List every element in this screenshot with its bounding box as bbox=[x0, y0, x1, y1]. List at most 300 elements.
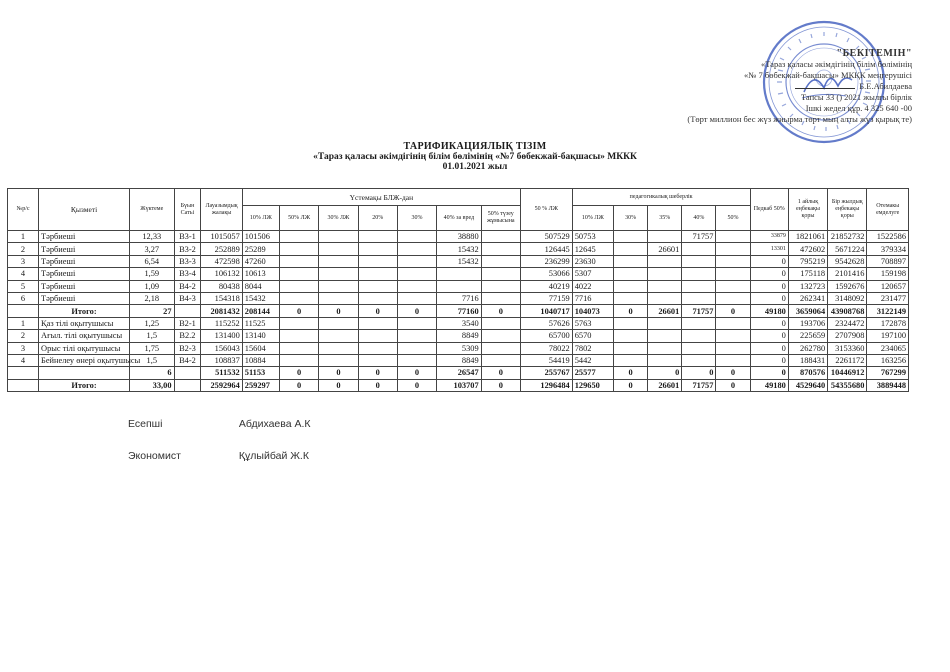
cell-month: 870576 bbox=[788, 367, 827, 379]
cell-base: 1015057 bbox=[201, 231, 242, 243]
cell-grade: В4-2 bbox=[174, 354, 201, 366]
cell-base: 80438 bbox=[201, 280, 242, 292]
cell-grade: В2.2 bbox=[174, 330, 201, 342]
cell-a10: 25289 bbox=[242, 243, 279, 255]
cell-p10: 7716 bbox=[572, 292, 613, 304]
header-allowance-group: Үстемақы БЛЖ-дан bbox=[242, 189, 520, 206]
header-yearly-fund: Бір жылдық еңбекақы қоры bbox=[828, 189, 867, 231]
cell-a30b bbox=[397, 243, 436, 255]
cell-a40: 38880 bbox=[437, 231, 481, 243]
cell-base: 252889 bbox=[201, 243, 242, 255]
header-position: Қызметі bbox=[39, 189, 130, 231]
cell-a30b: 0 bbox=[397, 305, 436, 317]
cell-a50t: 0 bbox=[481, 367, 520, 379]
cell-a30: 0 bbox=[319, 379, 358, 391]
cell-base: 131400 bbox=[201, 330, 242, 342]
cell-a30 bbox=[319, 330, 358, 342]
cell-a30: 0 bbox=[319, 367, 358, 379]
cell-p40: 71757 bbox=[682, 379, 716, 391]
cell-n: 2 bbox=[8, 330, 39, 342]
cell-load: 1,09 bbox=[130, 280, 174, 292]
cell-pedcab: 49180 bbox=[750, 379, 788, 391]
cell-a20 bbox=[358, 231, 397, 243]
cell-n bbox=[8, 367, 39, 379]
cell-year: 3153360 bbox=[828, 342, 867, 354]
tariff-table bbox=[7, 188, 909, 392]
cell-p35 bbox=[648, 354, 682, 366]
header-pedagogic: 10% ЛЖ bbox=[572, 206, 613, 231]
header-pedagogic: 35% bbox=[648, 206, 682, 231]
cell-a10: 208144 bbox=[242, 305, 279, 317]
cell-n: 1 bbox=[8, 317, 39, 329]
cell-vac: 3122149 bbox=[867, 305, 909, 317]
cell-name: Тәрбиеші bbox=[39, 280, 130, 292]
cell-base: 106132 bbox=[201, 268, 242, 280]
cell-grade bbox=[174, 305, 201, 317]
cell-p10: 5442 bbox=[572, 354, 613, 366]
cell-grade: В3-4 bbox=[174, 268, 201, 280]
cell-base: 511532 bbox=[201, 367, 242, 379]
cell-a30b bbox=[397, 354, 436, 366]
cell-lj50: 77159 bbox=[520, 292, 572, 304]
cell-p35 bbox=[648, 231, 682, 243]
cell-month: 3659064 bbox=[788, 305, 827, 317]
table-row bbox=[8, 280, 909, 292]
cell-lj50: 507529 bbox=[520, 231, 572, 243]
cell-a50 bbox=[279, 268, 318, 280]
cell-n bbox=[8, 305, 39, 317]
cell-a40 bbox=[437, 268, 481, 280]
cell-a50t bbox=[481, 317, 520, 329]
cell-p35 bbox=[648, 292, 682, 304]
header-allowance: 30% ЛЖ bbox=[319, 206, 358, 231]
cell-p30 bbox=[614, 330, 648, 342]
cell-p30 bbox=[614, 243, 648, 255]
cell-lj50: 54419 bbox=[520, 354, 572, 366]
cell-a50 bbox=[279, 255, 318, 267]
cell-p10: 7802 bbox=[572, 342, 613, 354]
cell-lj50: 255767 bbox=[520, 367, 572, 379]
cell-a20: 0 bbox=[358, 305, 397, 317]
approval-line: «№ 7 бөбекжай-бақшасы» МКҚК меңгерушісі bbox=[744, 70, 912, 80]
header-allowance: 40% за вред bbox=[437, 206, 481, 231]
cell-p10: 104073 bbox=[572, 305, 613, 317]
header-base-salary: Лауазымдық жалақы bbox=[201, 189, 242, 231]
cell-a30: 0 bbox=[319, 305, 358, 317]
cell-base: 115252 bbox=[201, 317, 242, 329]
cell-a30 bbox=[319, 292, 358, 304]
cell-a30 bbox=[319, 354, 358, 366]
cell-name: Итого: bbox=[39, 305, 130, 317]
cell-a20: 0 bbox=[358, 367, 397, 379]
cell-grade: В4-3 bbox=[174, 292, 201, 304]
cell-month: 175118 bbox=[788, 268, 827, 280]
cell-a50 bbox=[279, 280, 318, 292]
cell-a10: 10884 bbox=[242, 354, 279, 366]
cell-year: 9542628 bbox=[828, 255, 867, 267]
cell-name: Қаз тілі оқытушысы bbox=[39, 317, 130, 329]
cell-load: 3,27 bbox=[130, 243, 174, 255]
cell-pedcab: 0 bbox=[750, 317, 788, 329]
cell-p50 bbox=[716, 231, 750, 243]
cell-name: Тәрбиеші bbox=[39, 255, 130, 267]
total-row bbox=[8, 367, 909, 379]
cell-lj50: 236299 bbox=[520, 255, 572, 267]
cell-load: 1,75 bbox=[130, 342, 174, 354]
cell-n: 4 bbox=[8, 268, 39, 280]
cell-a50t bbox=[481, 280, 520, 292]
cell-load: 1,59 bbox=[130, 268, 174, 280]
cell-p35 bbox=[648, 317, 682, 329]
cell-p30 bbox=[614, 280, 648, 292]
cell-a50t bbox=[481, 231, 520, 243]
cell-name: Итого: bbox=[39, 379, 130, 391]
header-pedagogic: 50% bbox=[716, 206, 750, 231]
cell-p40 bbox=[682, 280, 716, 292]
approver-name: Б.Е.Абилдаева bbox=[859, 81, 912, 91]
cell-name: Орыс тілі оқытушысы bbox=[39, 342, 130, 354]
cell-a30b bbox=[397, 292, 436, 304]
cell-year: 2324472 bbox=[828, 317, 867, 329]
cell-name: Тәрбиеші bbox=[39, 231, 130, 243]
cell-p40 bbox=[682, 255, 716, 267]
table-row bbox=[8, 243, 909, 255]
table-row bbox=[8, 292, 909, 304]
approval-block bbox=[642, 48, 912, 125]
cell-base: 472598 bbox=[201, 255, 242, 267]
cell-vac: 172878 bbox=[867, 317, 909, 329]
cell-a10: 15432 bbox=[242, 292, 279, 304]
cell-p40 bbox=[682, 354, 716, 366]
cell-a20 bbox=[358, 280, 397, 292]
cell-name: Бейнелеу өнері оқытушысы bbox=[39, 354, 130, 366]
cell-p50 bbox=[716, 243, 750, 255]
cell-a50t: 0 bbox=[481, 305, 520, 317]
cell-base: 156043 bbox=[201, 342, 242, 354]
cell-vac: 197100 bbox=[867, 330, 909, 342]
cell-a50t bbox=[481, 268, 520, 280]
cell-year: 2101416 bbox=[828, 268, 867, 280]
table-row bbox=[8, 330, 909, 342]
cell-a50 bbox=[279, 354, 318, 366]
cell-year: 3148092 bbox=[828, 292, 867, 304]
cell-pedcab: 0 bbox=[750, 354, 788, 366]
cell-p30: 0 bbox=[614, 367, 648, 379]
cell-vac: 163256 bbox=[867, 354, 909, 366]
document-date: 01.01.2021 жыл bbox=[442, 162, 508, 172]
cell-p10: 5307 bbox=[572, 268, 613, 280]
cell-vac: 379334 bbox=[867, 243, 909, 255]
header-vacation: Отемакы емделуге bbox=[867, 189, 909, 231]
cell-load: 1,5 bbox=[130, 330, 174, 342]
cell-a50t bbox=[481, 292, 520, 304]
cell-p30 bbox=[614, 255, 648, 267]
cell-name bbox=[39, 367, 130, 379]
cell-vac: 708897 bbox=[867, 255, 909, 267]
cell-grade: В2-3 bbox=[174, 342, 201, 354]
cell-a50 bbox=[279, 342, 318, 354]
cell-a40: 8849 bbox=[437, 330, 481, 342]
approval-line: «Тараз қаласы әкімдігінің білім бөлімінің bbox=[760, 59, 912, 69]
cell-base: 154318 bbox=[201, 292, 242, 304]
cell-year: 43908768 bbox=[828, 305, 867, 317]
cell-p35: 0 bbox=[648, 367, 682, 379]
cell-base: 2081432 bbox=[201, 305, 242, 317]
approval-line: Ішкі жедел құр. 4 325 640 -00 bbox=[805, 103, 912, 113]
cell-grade bbox=[174, 379, 201, 391]
header-allowance: 20% bbox=[358, 206, 397, 231]
cell-a40: 103707 bbox=[437, 379, 481, 391]
cell-p50 bbox=[716, 342, 750, 354]
cell-name: Тәрбиеші bbox=[39, 268, 130, 280]
cell-a30b bbox=[397, 268, 436, 280]
cell-lj50: 126445 bbox=[520, 243, 572, 255]
signature-row bbox=[128, 418, 311, 450]
cell-a20 bbox=[358, 354, 397, 366]
signature-line bbox=[795, 88, 855, 89]
cell-p30 bbox=[614, 231, 648, 243]
cell-p35 bbox=[648, 268, 682, 280]
cell-vac: 1522586 bbox=[867, 231, 909, 243]
cell-month: 193706 bbox=[788, 317, 827, 329]
cell-a50 bbox=[279, 292, 318, 304]
cell-a30b: 0 bbox=[397, 379, 436, 391]
cell-a50t bbox=[481, 330, 520, 342]
cell-pedcab: 0 bbox=[750, 330, 788, 342]
document-subtitle: «Тараз қаласы әкімдігінің білім бөлімінің «№7 бөбекжай-бақшасы» МККК bbox=[313, 152, 637, 162]
cell-a30b bbox=[397, 330, 436, 342]
cell-load: 27 bbox=[130, 305, 174, 317]
cell-p30 bbox=[614, 292, 648, 304]
cell-a30b: 0 bbox=[397, 367, 436, 379]
approval-line: Тапсы 33 () 2021 жылғы бірлік bbox=[800, 92, 912, 102]
cell-load: 12,33 bbox=[130, 231, 174, 243]
cell-a30 bbox=[319, 231, 358, 243]
signatures bbox=[128, 418, 311, 482]
cell-p30: 0 bbox=[614, 305, 648, 317]
cell-name: Ағыл. тілі оқытушысы bbox=[39, 330, 130, 342]
cell-pedcab: 13301 bbox=[750, 243, 788, 255]
cell-load: 33,00 bbox=[130, 379, 174, 391]
cell-year: 2261172 bbox=[828, 354, 867, 366]
cell-p35 bbox=[648, 330, 682, 342]
cell-month: 4529640 bbox=[788, 379, 827, 391]
cell-year: 1592676 bbox=[828, 280, 867, 292]
cell-a10: 11525 bbox=[242, 317, 279, 329]
cell-p35 bbox=[648, 255, 682, 267]
cell-pedcab: 33879 bbox=[750, 231, 788, 243]
cell-p30 bbox=[614, 268, 648, 280]
cell-p10: 5763 bbox=[572, 317, 613, 329]
cell-p35: 26601 bbox=[648, 243, 682, 255]
document-title: ТАРИФИКАЦИЯЛЫҚ ТІЗІМ bbox=[403, 141, 547, 152]
cell-n: 3 bbox=[8, 255, 39, 267]
cell-a40: 7716 bbox=[437, 292, 481, 304]
cell-year: 21852732 bbox=[828, 231, 867, 243]
cell-a30b bbox=[397, 231, 436, 243]
cell-a50t: 0 bbox=[481, 379, 520, 391]
approval-line: (Төрт миллион бес жүз жиырма төрт мың алты жүз қырық те) bbox=[687, 114, 912, 124]
cell-p10: 12645 bbox=[572, 243, 613, 255]
cell-a10: 51153 bbox=[242, 367, 279, 379]
cell-year: 10446912 bbox=[828, 367, 867, 379]
cell-pedcab: 0 bbox=[750, 268, 788, 280]
header-pedagogic: 30% bbox=[614, 206, 648, 231]
cell-lj50: 57626 bbox=[520, 317, 572, 329]
cell-year: 2707908 bbox=[828, 330, 867, 342]
cell-a10: 13140 bbox=[242, 330, 279, 342]
cell-vac: 3889448 bbox=[867, 379, 909, 391]
table-row bbox=[8, 354, 909, 366]
cell-p40 bbox=[682, 317, 716, 329]
header-allowance: 50% түзеу жұмысына bbox=[481, 206, 520, 231]
cell-a10: 47260 bbox=[242, 255, 279, 267]
cell-vac: 120657 bbox=[867, 280, 909, 292]
signature-role: Экономист bbox=[128, 450, 181, 462]
signature-name: Құлыйбай Ж.К bbox=[238, 450, 309, 462]
cell-p50: 0 bbox=[716, 379, 750, 391]
cell-load: 1,5 bbox=[130, 354, 174, 366]
cell-p30 bbox=[614, 354, 648, 366]
cell-a30b bbox=[397, 342, 436, 354]
tariff-table-body bbox=[8, 231, 909, 392]
header-pedagogic: 40% bbox=[682, 206, 716, 231]
cell-p40 bbox=[682, 330, 716, 342]
cell-a10: 8044 bbox=[242, 280, 279, 292]
cell-a40: 77160 bbox=[437, 305, 481, 317]
document-header bbox=[0, 141, 950, 172]
cell-p50 bbox=[716, 280, 750, 292]
cell-a20 bbox=[358, 255, 397, 267]
cell-grade: В2-1 bbox=[174, 317, 201, 329]
cell-month: 132723 bbox=[788, 280, 827, 292]
header-workload: Жүктеме bbox=[130, 189, 174, 231]
table-row bbox=[8, 342, 909, 354]
header-allowance: 10% ЛЖ bbox=[242, 206, 279, 231]
cell-vac: 231477 bbox=[867, 292, 909, 304]
header-pedcab: Педкаб 50% bbox=[750, 189, 788, 231]
cell-load: 6,54 bbox=[130, 255, 174, 267]
cell-n: 3 bbox=[8, 342, 39, 354]
cell-p40: 71757 bbox=[682, 305, 716, 317]
approval-heading: "БЕКІТЕМІН" bbox=[836, 48, 912, 59]
cell-p50 bbox=[716, 317, 750, 329]
cell-a40: 15432 bbox=[437, 255, 481, 267]
header-allowance: 50% ЛЖ bbox=[279, 206, 318, 231]
cell-a10: 10613 bbox=[242, 268, 279, 280]
cell-p40 bbox=[682, 243, 716, 255]
header-num: №р/с bbox=[8, 189, 39, 231]
cell-month: 1821061 bbox=[788, 231, 827, 243]
cell-a30b bbox=[397, 280, 436, 292]
header-pedagogic-group: педагогикалық шеберлік bbox=[572, 189, 750, 206]
cell-a20 bbox=[358, 292, 397, 304]
cell-vac: 234065 bbox=[867, 342, 909, 354]
cell-grade: В4-2 bbox=[174, 280, 201, 292]
table-row bbox=[8, 317, 909, 329]
cell-a50 bbox=[279, 243, 318, 255]
cell-n: 5 bbox=[8, 280, 39, 292]
cell-p30 bbox=[614, 317, 648, 329]
cell-lj50: 1296484 bbox=[520, 379, 572, 391]
cell-month: 472602 bbox=[788, 243, 827, 255]
cell-a40 bbox=[437, 280, 481, 292]
cell-a40: 8849 bbox=[437, 354, 481, 366]
header-50-lj: 50 % ЛЖ bbox=[520, 189, 572, 231]
cell-p50 bbox=[716, 354, 750, 366]
cell-p30 bbox=[614, 342, 648, 354]
cell-p50 bbox=[716, 330, 750, 342]
cell-month: 262780 bbox=[788, 342, 827, 354]
cell-n: 6 bbox=[8, 292, 39, 304]
cell-a30b bbox=[397, 317, 436, 329]
table-row bbox=[8, 231, 909, 243]
cell-grade: В3-2 bbox=[174, 243, 201, 255]
cell-name: Тәрбиеші bbox=[39, 292, 130, 304]
cell-p35: 26601 bbox=[648, 305, 682, 317]
cell-a20 bbox=[358, 243, 397, 255]
header-grade: Бүын Сатьі bbox=[174, 189, 201, 231]
cell-pedcab: 0 bbox=[750, 292, 788, 304]
cell-grade: В3-1 bbox=[174, 231, 201, 243]
cell-a50: 0 bbox=[279, 305, 318, 317]
cell-a40: 26547 bbox=[437, 367, 481, 379]
cell-p10: 50753 bbox=[572, 231, 613, 243]
cell-a20 bbox=[358, 268, 397, 280]
cell-n: 2 bbox=[8, 243, 39, 255]
cell-a30 bbox=[319, 255, 358, 267]
cell-a20 bbox=[358, 317, 397, 329]
cell-a40: 3540 bbox=[437, 317, 481, 329]
cell-pedcab: 0 bbox=[750, 367, 788, 379]
cell-p40 bbox=[682, 268, 716, 280]
cell-pedcab: 0 bbox=[750, 255, 788, 267]
cell-p10: 129650 bbox=[572, 379, 613, 391]
approval-line bbox=[642, 81, 912, 92]
cell-a50 bbox=[279, 317, 318, 329]
cell-load: 2,18 bbox=[130, 292, 174, 304]
signature-name: Абдихаева А.К bbox=[238, 418, 311, 430]
cell-lj50: 78022 bbox=[520, 342, 572, 354]
cell-a30 bbox=[319, 280, 358, 292]
cell-lj50: 1040717 bbox=[520, 305, 572, 317]
cell-a50: 0 bbox=[279, 379, 318, 391]
cell-grade: В3-3 bbox=[174, 255, 201, 267]
cell-lj50: 40219 bbox=[520, 280, 572, 292]
cell-a20: 0 bbox=[358, 379, 397, 391]
cell-p50 bbox=[716, 255, 750, 267]
cell-a50 bbox=[279, 231, 318, 243]
cell-a50t bbox=[481, 354, 520, 366]
cell-p35 bbox=[648, 342, 682, 354]
cell-load: 1,25 bbox=[130, 317, 174, 329]
cell-vac: 159198 bbox=[867, 268, 909, 280]
cell-name: Тәрбиеші bbox=[39, 243, 130, 255]
cell-a40: 15432 bbox=[437, 243, 481, 255]
cell-month: 188431 bbox=[788, 354, 827, 366]
cell-p35: 26601 bbox=[648, 379, 682, 391]
cell-year: 5671224 bbox=[828, 243, 867, 255]
cell-a30 bbox=[319, 342, 358, 354]
cell-a30 bbox=[319, 243, 358, 255]
cell-pedcab: 0 bbox=[750, 280, 788, 292]
cell-month: 262341 bbox=[788, 292, 827, 304]
cell-p40: 71757 bbox=[682, 231, 716, 243]
cell-p40: 0 bbox=[682, 367, 716, 379]
table-row bbox=[8, 255, 909, 267]
cell-a20 bbox=[358, 342, 397, 354]
cell-month: 795219 bbox=[788, 255, 827, 267]
